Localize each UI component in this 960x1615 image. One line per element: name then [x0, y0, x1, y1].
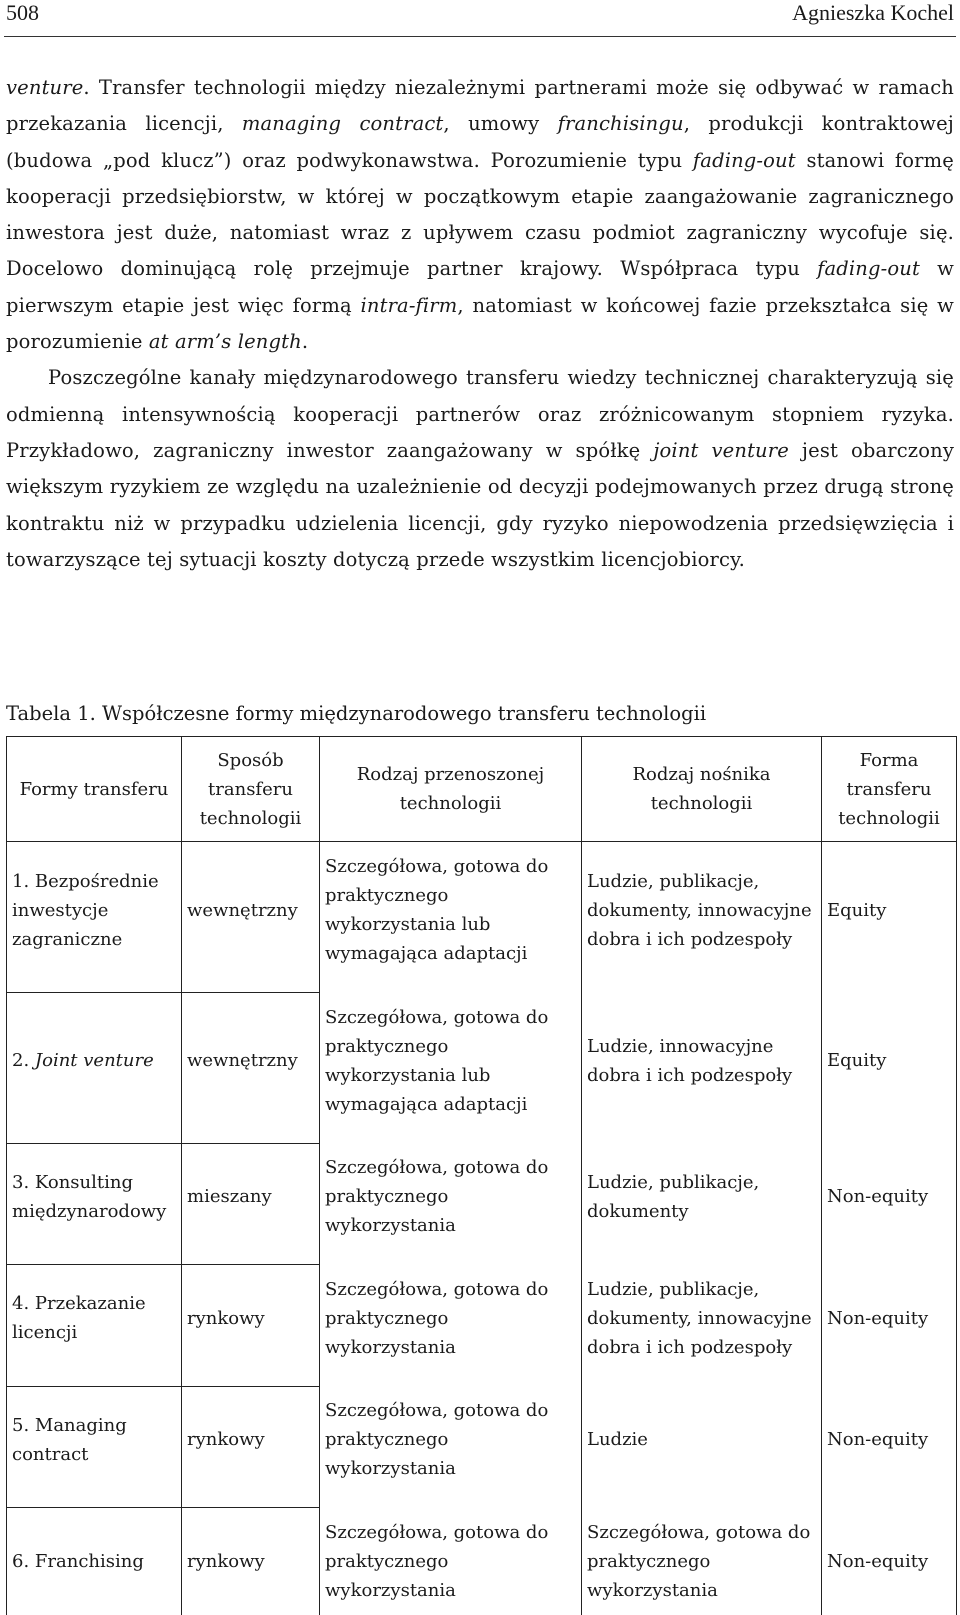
- text-run: , natomiast w końcowej fazie przekształca się w porozumienie: [6, 293, 954, 354]
- column-header: Rodzaj przenoszonej technologii: [320, 737, 582, 842]
- cell-carrier: Szczegółowa, gotowa do praktycznego wykorzystania: [582, 1508, 822, 1615]
- cell-type: Szczegółowa, gotowa do praktycznego wykorzystania: [320, 1265, 582, 1372]
- text-run: .: [301, 330, 309, 354]
- cell-form: 4. Przekazanie licencji: [7, 1265, 182, 1372]
- cell-carrier: Ludzie, publikacje, dokumenty, innowacyjne dobra i ich podzespoły: [582, 1265, 822, 1372]
- text-run: w pierwszym etapie jest więc formą: [6, 257, 954, 317]
- italic-term: venture: [6, 76, 84, 99]
- italic-term: joint venture: [653, 438, 789, 462]
- cell-forma: Equity: [822, 842, 957, 978]
- cell-type: Szczegółowa, gotowa do praktycznego wykorzystania lub wymagająca adaptacji: [320, 993, 582, 1129]
- italic-term: at arm’s length: [148, 330, 302, 354]
- cell-method: wewnętrzny: [182, 842, 320, 978]
- cell-method: rynkowy: [182, 1508, 320, 1615]
- cell-carrier: Ludzie: [582, 1386, 822, 1493]
- table-header-row: [7, 737, 957, 842]
- italic-term: intra-firm: [360, 293, 458, 317]
- author-name: Agnieszka Kochel: [792, 0, 954, 25]
- italic-term: fading-out: [692, 148, 796, 172]
- body-text: [6, 70, 954, 578]
- cell-form: 3. Konsulting międzynarodowy: [7, 1143, 182, 1250]
- page-number: 508: [6, 0, 39, 25]
- italic-term: managing contract: [241, 112, 444, 136]
- cell-carrier: Ludzie, publikacje, dokumenty, innowacyjne dobra i ich podzespoły: [582, 842, 822, 978]
- paragraph-2: [6, 360, 954, 578]
- column-header: Formy transferu: [7, 737, 182, 842]
- cell-method: rynkowy: [182, 1386, 320, 1493]
- text-run: , produkcji kontraktowej (budowa „pod klucz”) oraz podwykonawstwa. Porozumienie typu: [6, 112, 954, 172]
- table-row: [7, 1143, 957, 1250]
- cell-form: 5. Managing contract: [7, 1386, 182, 1493]
- italic-term: franchisingu: [557, 112, 684, 136]
- column-header: Rodzaj nośnika technologii: [582, 737, 822, 842]
- cell-form: 1. Bezpośrednie inwestycje zagraniczne: [7, 842, 182, 978]
- text-run: jest obarczony większym ryzykiem ze względu na uzależnienie od decyzji podejmowanych przez drugą stronę kontraktu niż w przypadku udzielenia licencji, gdy ryzyko niepowodzenia przedsięwzięcia i towarzyszące tej sytuacji koszty dotyczą przede wszystkim licencjobiorcy.: [6, 438, 954, 571]
- column-header: Sposób transferu technologii: [182, 737, 320, 842]
- cell-method: wewnętrzny: [182, 993, 320, 1129]
- cell-forma: Non-equity: [822, 1386, 957, 1493]
- cell-type: Szczegółowa, gotowa do praktycznego wykorzystania: [320, 1508, 582, 1615]
- table-row: [7, 1265, 957, 1372]
- paragraph-1: [6, 70, 954, 360]
- text-run: Poszczególne kanały międzynarodowego transferu wiedzy technicznej charakteryzują się odmienną intensywnością kooperacji partnerów oraz zróżnicowanym stopniem ryzyka. Przykładowo, zagraniczny inwestor zaangażowany w spółkę: [6, 366, 954, 462]
- cell-forma: Equity: [822, 993, 957, 1129]
- running-header: [6, 0, 954, 28]
- cell-carrier: Ludzie, publikacje, dokumenty: [582, 1143, 822, 1250]
- cell-method: mieszany: [182, 1143, 320, 1250]
- table-row: [7, 842, 957, 978]
- cell-type: Szczegółowa, gotowa do praktycznego wykorzystania lub wymagająca adaptacji: [320, 842, 582, 978]
- text-run: stanowi formę kooperacji przedsiębiorstw, w której w początkowym etapie zaangażowanie zagranicznego inwestora jest duże, natomiast wraz z upływem czasu podmiot zagraniczny wycofuje się. Docelowo dominującą rolę przejmuje partner krajowy. Współpraca typu: [6, 148, 954, 281]
- text-run: . Transfer technologii między niezależnymi partnerami może się odbywać w ramach przekazania licencji,: [6, 76, 954, 136]
- cell-carrier: Ludzie, innowacyjne dobra i ich podzespoły: [582, 993, 822, 1129]
- technology-transfer-table: [6, 736, 957, 1615]
- text-run: , umowy: [443, 112, 558, 136]
- cell-form: 2. Joint venture: [7, 993, 182, 1129]
- cell-forma: Non-equity: [822, 1143, 957, 1250]
- column-header: Forma transferu technologii: [822, 737, 957, 842]
- table-row: [7, 1386, 957, 1493]
- table-row: [7, 1508, 957, 1615]
- header-rule: [4, 36, 956, 37]
- cell-forma: Non-equity: [822, 1265, 957, 1372]
- cell-type: Szczegółowa, gotowa do praktycznego wykorzystania: [320, 1386, 582, 1493]
- cell-form: 6. Franchising: [7, 1508, 182, 1615]
- cell-method: rynkowy: [182, 1265, 320, 1372]
- cell-type: Szczegółowa, gotowa do praktycznego wykorzystania: [320, 1143, 582, 1250]
- table-row: [7, 993, 957, 1129]
- cell-forma: Non-equity: [822, 1508, 957, 1615]
- table-caption: Tabela 1. Współczesne formy międzynarodowego transferu technologii: [6, 702, 707, 725]
- italic-term: fading-out: [817, 257, 920, 281]
